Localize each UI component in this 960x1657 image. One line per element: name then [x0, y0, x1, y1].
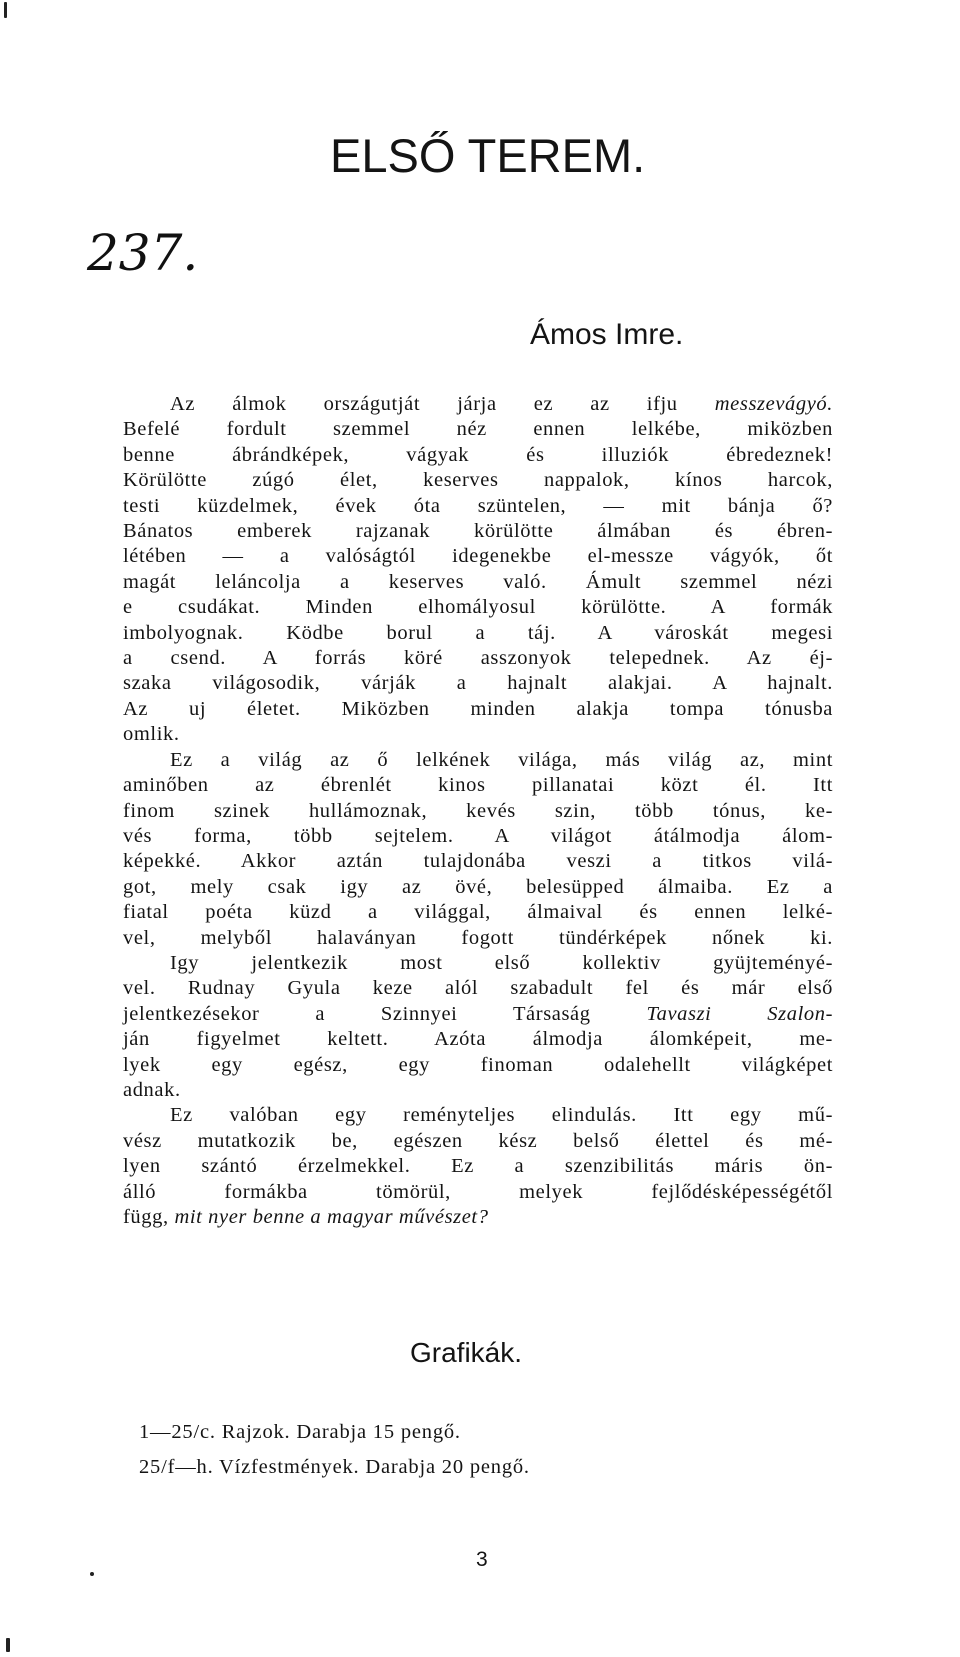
text-line	[123, 443, 833, 468]
artist-name: Ámos Imre.	[530, 318, 684, 351]
section-heading: Grafikák.	[410, 1337, 523, 1368]
page-title: ELSŐ TEREM.	[330, 129, 646, 182]
text-line	[123, 544, 833, 569]
text-line	[123, 646, 833, 671]
text-line	[123, 519, 833, 544]
text-line	[123, 1103, 833, 1128]
text-line	[123, 671, 833, 696]
artist-description	[123, 392, 833, 1230]
text-line	[123, 799, 833, 824]
text-run: lyek egy egész, egy finoman odalehellt világképet	[123, 1053, 833, 1076]
text-line	[123, 697, 833, 722]
text-line	[123, 976, 833, 1001]
text-run: vész mutatkozik be, egészen kész belső élettel és mé-	[123, 1129, 833, 1152]
text-line	[123, 1154, 833, 1179]
text-line	[123, 1053, 833, 1078]
text-run: finom szinek hullámoznak, kevés szin, több tónus, ke-	[123, 799, 833, 822]
text-line	[123, 494, 833, 519]
text-line	[123, 824, 833, 849]
text-run: ján figyelmet keltett. Azóta álmodja álomképeit, me-	[123, 1028, 833, 1051]
text-line	[123, 621, 833, 646]
text-line	[123, 1180, 833, 1205]
text-run: létében — a valóságtól idegenekbe el-messze vágyók, őt	[123, 545, 833, 568]
text-line	[123, 722, 833, 747]
text-run: képekké. Akkor aztán tulajdonába veszi a titkos vilá-	[123, 850, 833, 873]
text-line	[123, 875, 833, 900]
text-line	[123, 1129, 833, 1154]
text-run: vel, melyből halaványan fogott tündérképek nőnek ki.	[123, 926, 833, 949]
text-run: imbolyognak. Ködbe borul a táj. A városkát megesi	[123, 621, 833, 644]
handwritten-inventory-number	[85, 208, 215, 328]
text-line	[123, 849, 833, 874]
text-run: aminőben az ébrenlét kinos pillanatai közt él. Itt	[123, 774, 833, 797]
text-line	[123, 773, 833, 798]
margin-mark	[4, 2, 7, 18]
text-run: szaka világosodik, várják a hajnalt alakjai. A hajnalt.	[123, 672, 833, 695]
listing-item-drawings: 1—25/c. Rajzok. Darabja 15 pengő.	[139, 1421, 461, 1443]
text-line	[123, 1002, 833, 1027]
text-run: Bánatos emberek rajzanak körülötte álmában és ébren-	[123, 520, 833, 543]
text-line	[123, 748, 833, 773]
text-run: a csend. A forrás köré asszonyok telepednek. Az éj-	[123, 647, 833, 670]
text-run: függ,	[123, 1206, 175, 1228]
text-line	[123, 1027, 833, 1052]
text-run: magát leláncolja a keserves való. Ámult szemmel nézi	[123, 570, 833, 593]
text-line	[123, 417, 833, 442]
text-run: testi küzdelmek, évek óta szüntelen, — mit bánja ő?	[123, 494, 833, 517]
text-run: got, mely csak igy az övé, belesüpped álmaiba. Ez a	[123, 875, 833, 898]
text-line	[123, 595, 833, 620]
handwritten-number-text: 237.	[87, 224, 199, 282]
text-run: jelentkezésekor a Szinnyei Társaság	[123, 1002, 647, 1025]
text-run: lyen szántó érzelmekkel. Ez a szenzibilitás máris ön-	[123, 1155, 833, 1178]
text-line	[123, 951, 833, 976]
speck	[90, 1572, 94, 1576]
text-line	[123, 926, 833, 951]
emphasis-text: Tavaszi Szalon	[646, 1002, 826, 1025]
text-run: Körülötte zúgó élet, keserves nappalok, kínos harcok,	[123, 469, 833, 492]
text-run: Ez a világ az ő lelkének világa, más világ az, mint	[170, 748, 833, 771]
text-run: vés forma, több sejtelem. A világot átálmodja álom-	[123, 824, 833, 847]
text-line	[123, 1205, 833, 1230]
listing-item-watercolours: 25/f—h. Vízfestmények. Darabja 20 pengő.	[139, 1456, 530, 1478]
text-run: benne ábrándképek, vágyak és illuziók ébredeznek!	[123, 443, 833, 466]
text-run: omlik.	[123, 723, 180, 746]
page-number: 3	[476, 1548, 488, 1571]
emphasis-text: mit nyer benne a magyar művészet?	[174, 1206, 489, 1228]
text-line	[123, 1078, 833, 1103]
text-run: Az álmok országutját járja ez az ifju	[170, 393, 715, 415]
text-line	[123, 900, 833, 925]
text-run: álló formákba tömörül, melyek fejlődésképességétől	[123, 1180, 833, 1203]
text-run: -	[825, 1002, 834, 1025]
emphasis-text: messzevágyó.	[714, 393, 833, 415]
text-run: Ez valóban egy reményteljes elindulás. Itt egy mű-	[170, 1104, 833, 1127]
margin-mark	[6, 1638, 10, 1652]
text-run: adnak.	[123, 1078, 181, 1101]
text-run: fiatal poéta küzd a világgal, álmaival és ennen lelké-	[123, 901, 833, 924]
text-line	[123, 392, 833, 417]
text-run: vel. Rudnay Gyula keze alól szabadult fel és már első	[123, 977, 833, 1000]
text-run: e csudákat. Minden elhomályosul körülötte. A formák	[123, 596, 833, 619]
text-line	[123, 570, 833, 595]
text-run: Igy jelentkezik most első kollektiv gyüjteményé-	[170, 951, 833, 974]
text-run: Az uj életet. Miközben minden alakja tompa tónusba	[123, 697, 833, 720]
text-line	[123, 468, 833, 493]
text-run: Befelé fordult szemmel néz ennen lelkébe, miközben	[123, 418, 833, 441]
